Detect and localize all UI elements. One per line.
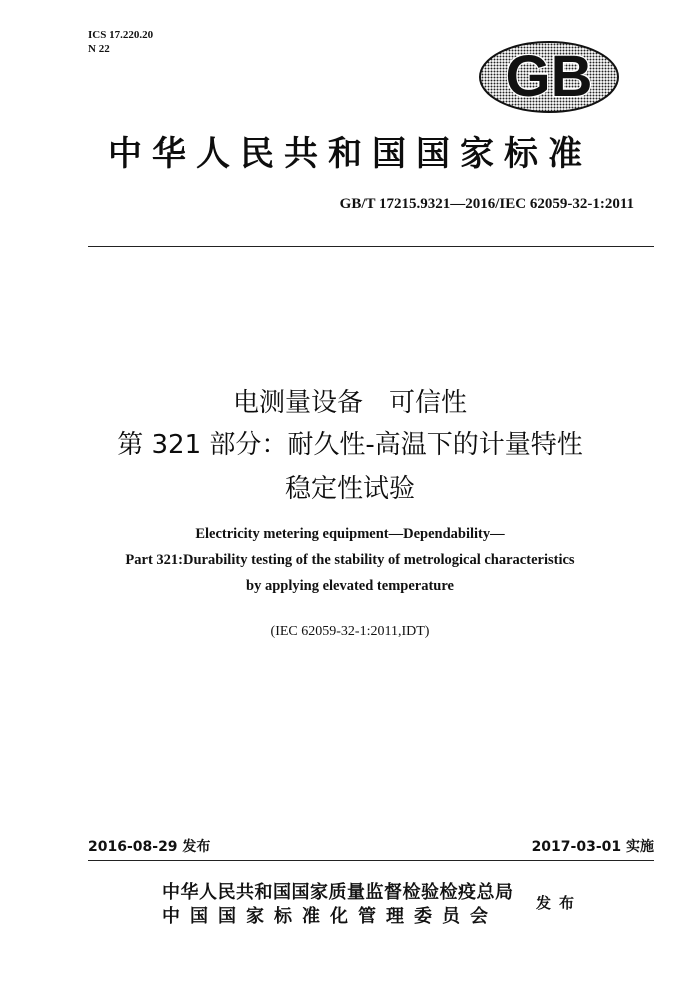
chinese-title-line-2: 第 321 部分：耐久性-高温下的计量特性 [117,430,583,460]
issuer-aqsiq: 中华人民共和国国家质量监督检验检疫总局 [162,882,514,903]
organization-title: 中华人民共和国国家标准 [108,134,592,174]
ccs-code: N 22 [88,43,110,55]
english-title-line-3: by applying elevated temperature [246,578,454,594]
classification-codes [88,28,153,56]
gb-logo-text: GB [505,44,593,109]
standard-number: GB/T 17215.9321—2016/IEC 62059-32-1:2011 [339,196,634,212]
chinese-title-line-1: 电测量设备 可信性 [232,388,467,418]
publish-date: 2016-08-29 发布 [88,839,211,855]
issuer-sac: 中国国家标准化管理委员会 [162,906,498,927]
english-title-line-2: Part 321:Durability testing of the stability of metrological characteristics [125,552,575,568]
equivalence-note: (IEC 62059-32-1:2011,IDT) [270,624,430,639]
implementation-date: 2017-03-01 实施 [531,839,654,855]
chinese-title-line-3: 稳定性试验 [284,474,415,504]
issue-label: 发布 [536,894,583,912]
gb-logo [478,40,620,114]
ics-code: ICS 17.220.20 [88,29,154,41]
english-title-line-1: Electricity metering equipment—Dependability— [195,526,505,542]
bottom-divider [88,860,654,861]
top-divider [88,246,654,247]
